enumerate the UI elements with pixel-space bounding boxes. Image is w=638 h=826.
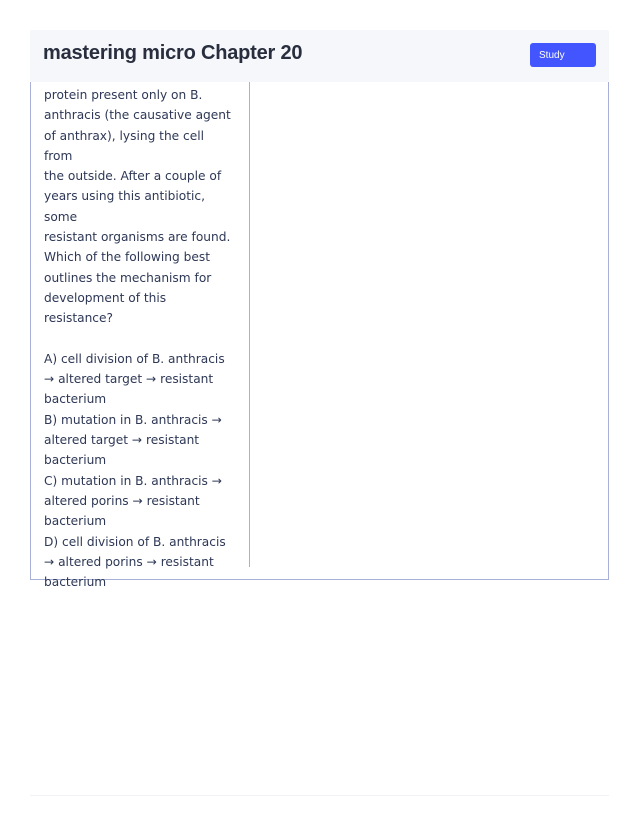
flashcard bbox=[30, 82, 609, 590]
footer-divider bbox=[30, 795, 609, 796]
term-text: protein present only on B. anthracis (the causative agent of anthrax), lysing the cell from the outside. After a couple of years using this antibiotic, some resistant organisms are found. Which of the following best outlines the mechanism for development of this resistance? A) cell division of B. anthracis → altered target → resistant bacterium B) mutation in B. anthracis → altered target → resistant bacterium C) mutation in B. anthracis → altered porins → resistant bacterium D) cell division of B. anthracis → altered porins → resistant bacterium bbox=[44, 88, 231, 590]
card-divider bbox=[249, 82, 250, 567]
header-bar bbox=[30, 30, 609, 82]
set-title: mastering micro Chapter 20 bbox=[43, 42, 303, 64]
study-button[interactable]: Study bbox=[530, 43, 596, 67]
